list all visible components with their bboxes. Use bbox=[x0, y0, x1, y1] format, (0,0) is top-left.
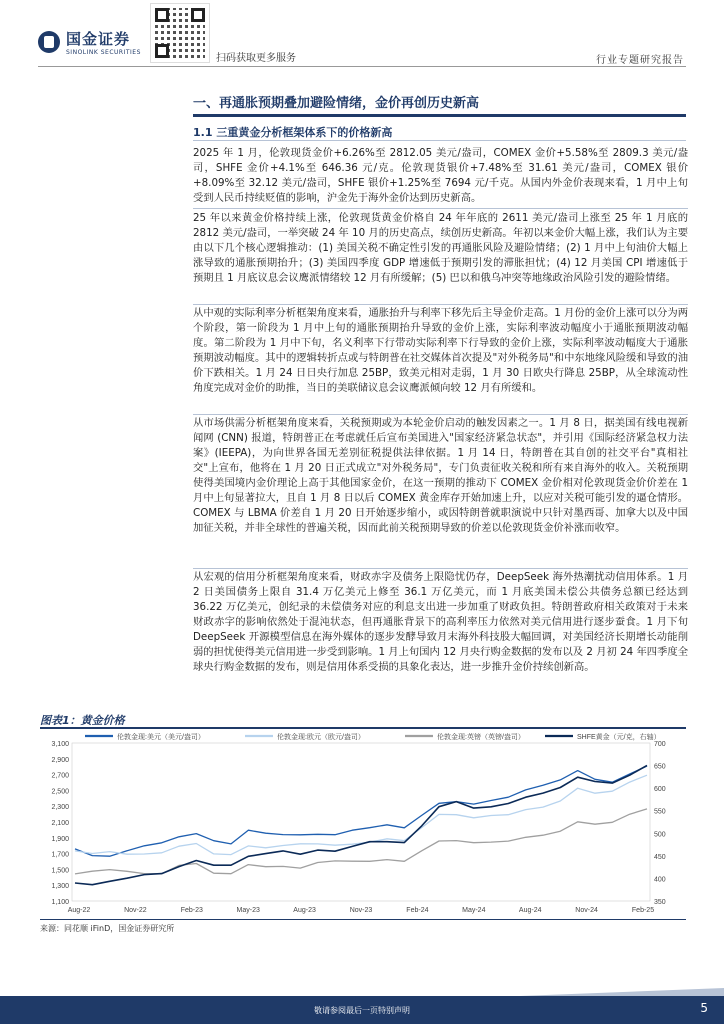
y-right-tick-label: 600 bbox=[654, 786, 666, 794]
qr-code-icon[interactable] bbox=[150, 3, 210, 63]
legend-label: SHFE黄金（元/克，右轴） bbox=[577, 734, 661, 741]
logo-name-en: SINOLINK SECURITIES bbox=[66, 49, 141, 56]
paragraph-5: 从宏观的信用分析框架角度来看，财政赤字及债务上限隐忧仍存，DeepSeek 海外热潮扰动信用体系。1 月 2 日美国债务上限自 31.4 万亿美元上修至 36.1 万亿美元，而 1 月底美国未偿公共债务总额已经达到 36.22 万亿美元，创纪录的未偿债务对应的利息支出进一步加重了财政负担。特朗普政府相关政策对于未来财政赤字的影响依然处于混沌状态，但再通胀背景下的高利率压力依然对美元信用进行逐步蚕食。1 月下旬 DeepSeek 开源模型信息在海外媒体的逐步发酵导致月末海外科技股大幅回调，对美国经济长期增长动能削弱的担忧使得美元信用进一步受到影响。1 月上旬国内 12 月央行购金数据的发布以及 2 月初 24 年四季度全球央行购金数据的发布，则是信用体系受损的具象化表达，进一步推升金价持续创新高。 bbox=[193, 571, 688, 673]
paragraph-3: 从中观的实际利率分析框架角度来看，通胀抬升与利率下移先后主导金价走高。1 月份的金价上涨可以分为两个阶段，第一阶段为 1 月中上旬的通胀预期抬升导致的金价上涨，实际利率波动幅度小于通胀预期波动幅度。第二阶段为 1 月中下旬，名义利率下行带动实际利率下行导致的金价上涨，实际利率波动幅度大于通胀预期波动幅度。其中的逻辑转折点或与特朗普在社交媒体首次提及"对外税务局"和中东地缘风险缓和导致的油价下跌相关。1 月 24 日日央行加息 25BP，致美元相对走弱，1 月 30 日欧央行降息 25BP，从全球流动性角度完成对金价的助推，当日的美联储议息会议鹰派倾向较 12 月有所缓和。 bbox=[193, 307, 688, 394]
y-right-tick-label: 650 bbox=[654, 763, 666, 771]
x-tick-label: Feb-25 bbox=[631, 907, 655, 914]
header-divider bbox=[38, 66, 686, 67]
footer-decoration bbox=[0, 988, 724, 996]
legend-label: 伦敦金现:欧元（欧元/盎司） bbox=[277, 734, 365, 741]
paragraph-divider bbox=[193, 568, 688, 569]
paragraph-divider bbox=[193, 414, 688, 415]
y-left-tick-label: 2,300 bbox=[51, 804, 69, 812]
gold-price-chart bbox=[40, 729, 686, 919]
x-tick-label: May-23 bbox=[236, 907, 260, 914]
y-left-tick-label: 1,900 bbox=[51, 835, 69, 843]
section-title-underline bbox=[193, 114, 686, 117]
x-tick-label: Aug-22 bbox=[67, 907, 91, 914]
footer-disclaimer: 敬请参阅最后一页特别声明 bbox=[314, 1006, 410, 1015]
page-header bbox=[0, 0, 724, 70]
series-line bbox=[75, 809, 647, 874]
x-tick-label: Nov-24 bbox=[575, 907, 598, 914]
series-line bbox=[75, 765, 647, 884]
plot-area bbox=[72, 743, 650, 901]
page-number: 5 bbox=[700, 1001, 708, 1015]
report-type-label: 行业专题研究报告 bbox=[596, 55, 684, 66]
y-left-tick-label: 3,100 bbox=[51, 741, 69, 748]
logo-name-cn: 国金证券 bbox=[66, 30, 131, 48]
section-title: 一、再通胀预期叠加避险情绪，金价再创历史新高 bbox=[193, 96, 480, 111]
y-right-tick-label: 700 bbox=[654, 741, 666, 748]
paragraph-divider bbox=[193, 208, 688, 209]
y-left-tick-label: 2,900 bbox=[51, 756, 69, 764]
page-footer bbox=[0, 996, 724, 1024]
y-right-tick-label: 350 bbox=[654, 899, 666, 906]
figure-source: 来源：同花顺 iFinD，国金证券研究所 bbox=[40, 924, 175, 933]
x-tick-label: Nov-23 bbox=[349, 907, 373, 914]
y-left-tick-label: 1,300 bbox=[51, 883, 69, 891]
x-tick-label: Aug-23 bbox=[293, 907, 316, 914]
y-right-tick-label: 500 bbox=[654, 831, 666, 839]
x-tick-label: Feb-24 bbox=[406, 907, 429, 914]
y-left-tick-label: 1,700 bbox=[51, 851, 69, 859]
y-right-tick-label: 550 bbox=[654, 808, 666, 816]
figure-title: 图表1：黄金价格 bbox=[40, 714, 125, 727]
company-logo bbox=[38, 28, 141, 56]
y-left-tick-label: 1,100 bbox=[51, 899, 69, 906]
chart-svg bbox=[40, 729, 686, 919]
paragraph-4: 从市场供需分析框架角度来看，关税预期或为本轮金价启动的触发因素之一。1 月 8 日，据美国有线电视新闻网 (CNN) 报道，特朗普正在考虑就任后宣布美国进入"国家经济紧急状态"，并引用《国际经济紧急权力法案》(IEEPA)，为向世界各国无差别征税提供法律依据。1 月 14 日，特朗普在其自创的社交平台"真相社交"上宣布，他将在 1 月 20 日正式成立"对外税务局"，专门负责征收关税和所有来自海外的收入。关税预期使得美国境内金价理论上高于其他国家金价，在这一预期的推动下 COMEX 金价相对伦敦现货金价价差在 1 月中上旬显著拉大，且自 1 月 8 日以后 COMEX 黄金库存开始加速上升，以应对关税可能引发的逼仓情形。COMEX 与 LBMA 价差自 1 月 20 日开始逐步缩小，或因特朗普就职演说中只针对墨西哥、加拿大以及中国加征关税，并非全球性的普遍关税，因而此前关税预期导致的价差以伦敦现货金价补涨而收窄。 bbox=[193, 417, 688, 534]
subsection-underline bbox=[193, 140, 686, 141]
legend-label: 伦敦金现:美元（美元/盎司） bbox=[117, 734, 205, 741]
y-left-tick-label: 2,100 bbox=[51, 820, 69, 827]
x-tick-label: Nov-22 bbox=[124, 907, 147, 914]
y-right-tick-label: 450 bbox=[654, 853, 666, 861]
subsection-title: 1.1 三重黄金分析框架体系下的价格新高 bbox=[193, 126, 393, 139]
source-divider bbox=[40, 919, 686, 920]
paragraph-2: 25 年以来黄金价格持续上涨，伦敦现货黄金价格自 24 年年底的 2611 美元/盎司上涨至 25 年 1 月底的 2812 美元/盎司，一举突破 24 年 10 月的历史高点，续创历史新高。年初以来金价大幅上涨，我们认为主要由以下几个核心逻辑推动：(1) 美国关税不确定性引发的再通胀风险及避险情绪；(2) 1 月中上旬油价大幅上涨导致的通胀预期抬升；(3) 美国四季度 GDP 增速低于预期引发的滞胀担忧；(4) 12 月美国 CPI 增速低于预期且 1 月底议息会议鹰派情绪较 12 月有所缓解；(5) 巴以和俄乌冲突等地缘政治风险引发的避险情绪。 bbox=[193, 212, 688, 284]
y-right-tick-label: 400 bbox=[654, 876, 666, 884]
x-tick-label: May-24 bbox=[462, 907, 486, 914]
x-tick-label: Feb-23 bbox=[180, 907, 203, 914]
y-left-tick-label: 2,500 bbox=[51, 788, 69, 796]
y-left-tick-label: 1,500 bbox=[51, 867, 69, 875]
paragraph-1: 2025 年 1 月，伦敦现货金价+6.26%至 2812.05 美元/盎司，COMEX 金价+5.58%至 2809.3 美元/盎司，SHFE 金价+4.1%至 646.36 元/克。伦敦现货银价+7.48%至 31.61 美元/盎司，COMEX 银价+8.09%至 32.12 美元/盎司，SHFE 银价+1.25%至 7694 元/千克。从国内外金价表现来看，1 月中上旬受到人民币持续贬值的影响，沪金先于海外金价达到历史新高。 bbox=[193, 147, 688, 204]
scan-service-text: 扫码获取更多服务 bbox=[216, 53, 296, 64]
paragraph-divider bbox=[193, 304, 688, 305]
x-tick-label: Aug-24 bbox=[518, 907, 542, 914]
logo-icon bbox=[38, 31, 60, 53]
y-left-tick-label: 2,700 bbox=[51, 772, 69, 780]
legend-label: 伦敦金现:英镑（英镑/盎司） bbox=[437, 734, 525, 741]
